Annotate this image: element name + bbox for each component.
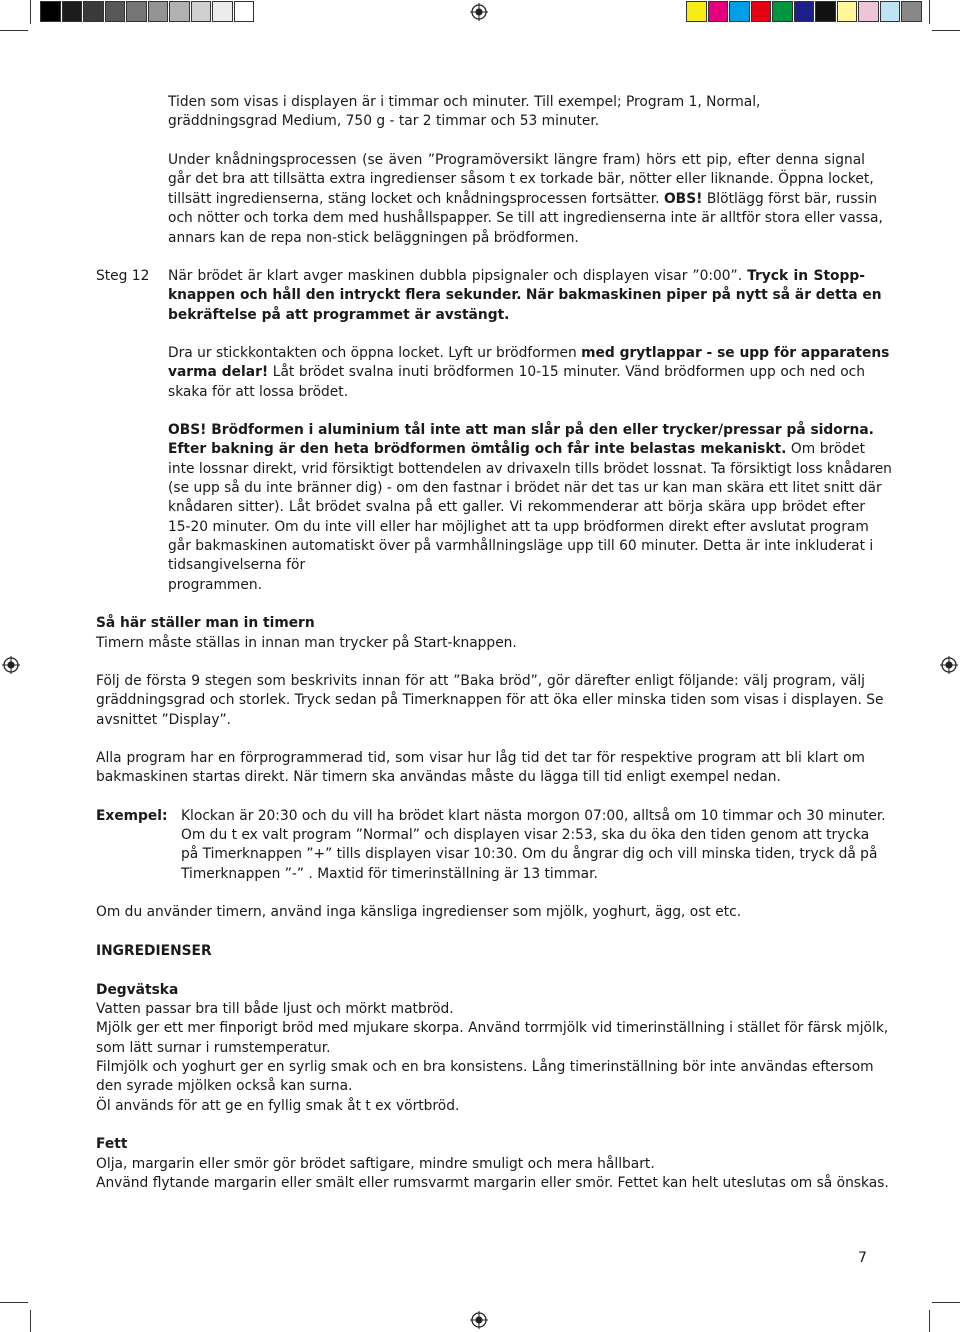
color-swatch (772, 1, 793, 22)
warning-bold: Efter bakning är den heta brödformen ömtålig och får inte belastas mekaniskt. (168, 441, 787, 457)
ingredient-text-line: Filmjölk och yoghurt ger en syrlig smak och en bra konsistens. Lång timerinställning bör inte användas eftersom (96, 1059, 874, 1075)
step12-text-line (168, 286, 882, 306)
warning-text-line: tidsangivelserna för (168, 557, 306, 573)
registration-mark-icon (470, 1311, 488, 1329)
ingredient-text-line: Vatten passar bra till både ljust och mörkt matbröd. (96, 1001, 454, 1017)
timer-sensitive-note: Om du använder timern, använd inga känsliga ingredienser som mjölk, yoghurt, ägg, ost etc. (96, 904, 742, 920)
unplug-bold: varma delar! (168, 364, 269, 380)
step12-bold: knappen och håll den intryckt flera sekunder. (168, 287, 522, 303)
warning-text-line: inte lossnar direkt, vrid försiktigt bottendelen av drivaxeln tills brödet lossnat. Ta försiktigt loss knådaren (168, 461, 892, 477)
section-heading (96, 942, 212, 962)
example-text-line: Timerknappen ”-” . Maxtid för timerinställning är 13 timmar. (181, 866, 598, 882)
timer-heading: Så här ställer man in timern (96, 615, 315, 631)
obs-label: OBS! (663, 191, 703, 207)
warning-text-line: (se upp så du inte bränner dig) - om den fastnar i brödet när det tas ur kan man skära ett litet snitt där (168, 480, 882, 496)
liquid-heading: Degvätska (96, 982, 179, 998)
gray-swatch (169, 1, 190, 22)
page-number: 7 (858, 1250, 867, 1266)
color-swatch (729, 1, 750, 22)
kneading-text-line (168, 190, 878, 210)
gray-swatch (148, 1, 169, 22)
timer-text-line: gräddningsgrad och storlek. Tryck sedan på Timerknappen för att öka eller minska tiden som visas i displayen. Se (96, 692, 884, 708)
example-text-line: Om du t ex valt program ”Normal” och displayen visar 2:53, ska du öka den tiden genom att trycka (181, 827, 870, 843)
step12-bold: När bakmaskinen piper på nytt så är detta en (525, 287, 882, 303)
ingredient-text-line: Mjölk ger ett mer finporigt bröd med mjukare skorpa. Använd torrmjölk vid timerinställning i stället för färsk mjölk, (96, 1020, 889, 1036)
example-text-line: på Timerknappen ”+” tills displayen visar 10:30. Om du ångrar dig och vill minska tiden, tryck då på (181, 846, 878, 862)
warning-text-line: går bakmaskinen automatiskt över på varmhållningsläge upp till 60 minuter. Detta är inte inkluderat i (168, 538, 874, 554)
display-text-line: gräddningsgrad Medium, 750 g - tar 2 timmar och 53 minuter. (168, 113, 600, 129)
ingredient-text-line: den syrade mjölken också kan surna. (96, 1078, 353, 1094)
unplug-text-line: skaka för att lossa brödet. (168, 384, 349, 400)
warning-text: Om brödet (790, 441, 865, 457)
registration-mark-icon (940, 656, 958, 674)
ingredient-text-line: som lätt surnar i rumstemperatur. (96, 1040, 331, 1056)
trim-line (0, 1302, 28, 1303)
timer-text-line: Följ de första 9 stegen som beskrivits innan för att ”Baka bröd”, gör därefter enligt följande: välj program, välj (96, 673, 865, 689)
example-label-text: Exempel: (96, 808, 168, 824)
color-swatch (686, 1, 707, 22)
timer-intro: Timern måste ställas in innan man trycker på Start-knappen. (96, 635, 517, 651)
step-label: Steg 12 (96, 268, 150, 284)
color-swatch (880, 1, 901, 22)
trim-line (932, 1302, 960, 1303)
section-heading (96, 614, 315, 634)
warning-text-line (168, 440, 865, 460)
step12-text-line (168, 267, 865, 287)
kneading-text: tillsätt ingredienserna, stäng locket och knådningsprocessen fortsätter. (168, 191, 660, 207)
trim-line (932, 30, 960, 31)
trim-line (929, 0, 930, 24)
warning-text-line (168, 421, 874, 441)
kneading-text-line: Under knådningsprocessen (se även ”Programöversikt längre fram) hörs ett pip, efter denna signal (168, 152, 865, 168)
gray-swatch (191, 1, 212, 22)
warning-text-line: programmen. (168, 577, 262, 593)
subsection-heading (96, 1135, 127, 1155)
timer-text-line: bakmaskinen startas direkt. När timern ska användas måste du lägga till tid enligt exempel nedan. (96, 769, 781, 785)
color-swatch (815, 1, 836, 22)
ingredient-text-line: Använd flytande margarin eller smält eller rumsvarmt margarin eller smör. Fettet kan helt uteslutas om så önskas. (96, 1175, 889, 1191)
trim-line (0, 30, 28, 31)
kneading-text-line: och nötter och torka dem med hushållspapper. Se till att ingredienserna inte är alltför stora eller vassa, (168, 210, 883, 226)
gray-swatch (105, 1, 126, 22)
step12-bold: Tryck in Stopp- (747, 268, 865, 284)
ingredient-text-line: Olja, margarin eller smör gör brödet saftigare, mindre smuligt och mera hållbart. (96, 1156, 655, 1172)
step12-bold: bekräftelse på att programmet är avstängt. (168, 307, 510, 323)
warning-text-line: knådaren sitter). Låt brödet svalna på ett galler. Vi rekommenderar att börja skära upp brödet efter (168, 499, 865, 515)
unplug-text-line (168, 363, 865, 383)
display-text-line: Tiden som visas i displayen är i timmar och minuter. Till exempel; Program 1, Normal, (168, 94, 761, 110)
ingredient-text-line: Öl används för att ge en fyllig smak åt t ex vörtbröd. (96, 1098, 460, 1114)
example-label (96, 807, 168, 827)
warning-bold: OBS! Brödformen i aluminium tål inte att man slår på den eller trycker/pressar på sidorna. (168, 422, 874, 438)
gray-swatch (40, 1, 61, 22)
unplug-bold: med grytlappar - se upp för apparatens (581, 345, 890, 361)
step12-text-line (168, 306, 509, 326)
registration-mark-icon (470, 3, 488, 21)
kneading-text-line: går det bra att tillsätta extra ingredienser såsom t ex torkade bär, nötter eller liknande. Öppna locket, (168, 171, 874, 187)
kneading-text-line: annars kan de repa non-stick beläggningen på brödformen. (168, 230, 579, 246)
step12-text: När brödet är klart avger maskinen dubbla pipsignaler och displayen visar ”0:00”. (168, 268, 743, 284)
subsection-heading (96, 981, 178, 1001)
color-swatch (858, 1, 879, 22)
gray-swatch (83, 1, 104, 22)
trim-line (30, 1310, 31, 1332)
color-swatch (794, 1, 815, 22)
unplug-text-line (168, 344, 890, 364)
timer-text-line: avsnittet ”Display”. (96, 712, 232, 728)
gray-swatch (234, 1, 255, 22)
timer-text-line: Alla program har en förprogrammerad tid, som visar hur låg tid det tar för respektive program att bli klart om (96, 750, 865, 766)
example-text-line: Klockan är 20:30 och du vill ha brödet klart nästa morgon 07:00, alltså om 10 timmar och 30 minuter. (181, 808, 886, 824)
gray-swatch (126, 1, 147, 22)
fat-heading: Fett (96, 1136, 128, 1152)
ingredients-heading: INGREDIENSER (96, 943, 212, 959)
color-swatch (708, 1, 729, 22)
process-color-bar (686, 1, 923, 22)
color-swatch (751, 1, 772, 22)
unplug-text: Dra ur stickkontakten och öppna locket. Lyft ur brödformen (168, 345, 577, 361)
trim-line (30, 0, 31, 24)
color-swatch (901, 1, 922, 22)
color-swatch (837, 1, 858, 22)
gray-swatch (62, 1, 83, 22)
grayscale-bar (40, 1, 255, 22)
registration-mark-icon (2, 656, 20, 674)
gray-swatch (212, 1, 233, 22)
warning-text-line: 15-20 minuter. Om du inte vill eller har möjlighet att ta upp brödformen direkt efter avslutat program (168, 519, 869, 535)
unplug-text: Låt brödet svalna inuti brödformen 10-15 minuter. Vänd brödformen upp och ned och (272, 364, 866, 380)
trim-line (929, 1310, 930, 1332)
kneading-text: Blötlägg först bär, russin (706, 191, 878, 207)
